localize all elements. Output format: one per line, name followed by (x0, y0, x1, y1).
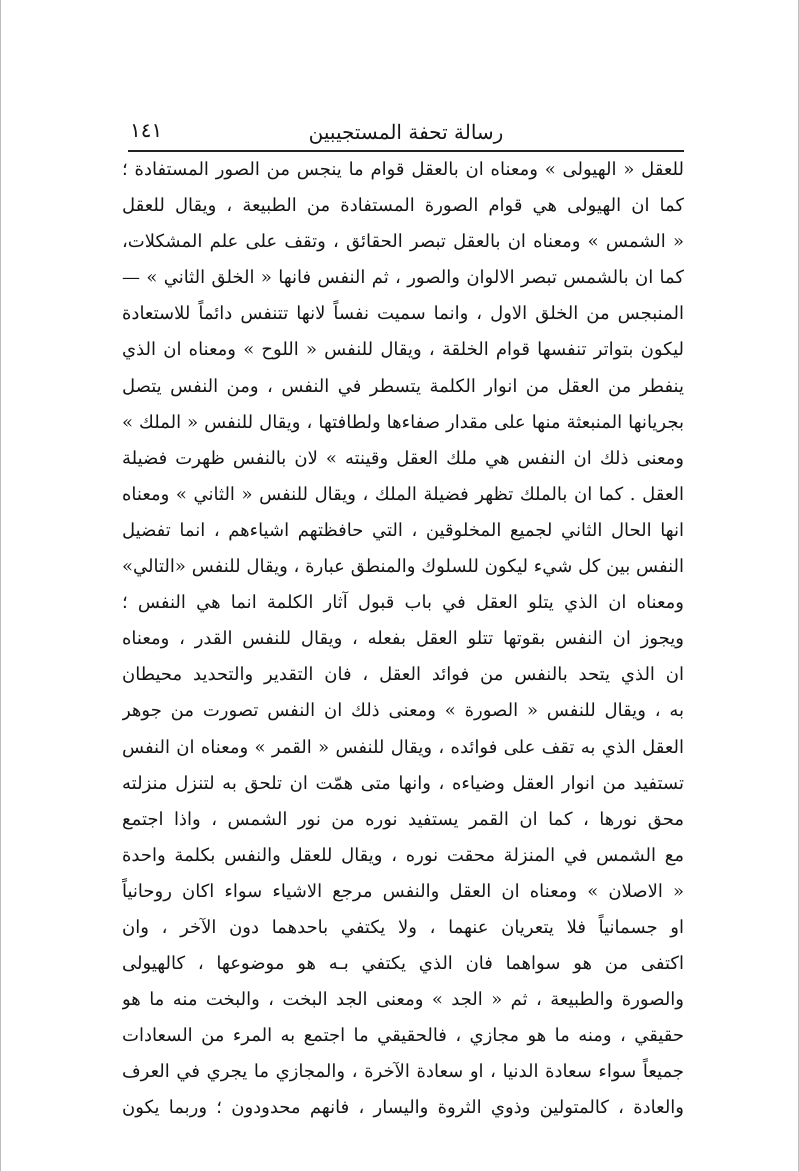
text-line: كما ان بالشمس تبصر الالوان والصور ، ثم النفس فانها « الخلق الثاني » — (122, 267, 684, 289)
running-title: رسالة تحفة المستجيبين (308, 120, 504, 144)
text-line: ومعنى ذلك ان النفس هي ملك العقل وقينته » لان بالنفس ظهرت فضيلة (122, 447, 684, 469)
text-line: جميعاً سواء سعادة الدنيا ، او سعادة الآخرة ، والمجازي ما يجري في العرف (122, 1061, 684, 1083)
text-line: « الاصلان » ومعناه ان العقل والنفس مرجع الاشياء سواء اكان روحانياً (122, 880, 684, 902)
text-line: حقيقي ، ومنه ما هو مجازي ، فالحقيقي ما اجتمع به المرء من السعادات (122, 1025, 684, 1047)
text-line: العقل . كما ان بالملك تظهر فضيلة الملك ، ويقال للنفس « الثاني » ومعناه (122, 483, 684, 505)
text-line: والعادة ، كالمتولين وذوي الثروة واليسار ، فانهم محدودون ؛ وربما يكون (122, 1097, 684, 1119)
text-line: ينفطر من العقل من انوار الكلمة يتسطر في النفس ، ومن النفس يتصل (122, 375, 684, 397)
scan-edge-left (0, 0, 1, 1171)
text-line: مع الشمس في المنزلة محقت نوره ، ويقال للعقل والنفس بكلمة واحدة (122, 844, 684, 866)
text-line: او جسمانياً فلا يتعريان عنهما ، ولا يكتفي باحدهما دون الآخر ، وان (122, 916, 684, 938)
text-line: محق نورها ، كما ان القمر يستفيد نوره من نور الشمس ، واذا اجتمع (122, 808, 684, 830)
text-line: النفس بين كل شيء ليكون للسلوك والمنطق عبارة ، ويقال للنفس «التالي» (122, 556, 684, 578)
text-line: ان الذي يتحد بالنفس من فوائد العقل ، فان التقدير والتحديد محيطان (122, 664, 684, 686)
text-line: ليكون بتواتر تنفسها قوام الخلقة ، ويقال للنفس « اللوح » ومعناه ان الذي (122, 339, 684, 361)
text-line: ويجوز ان النفس بقوتها تتلو العقل بفعله ، ويقال للنفس القدر ، ومعناه (122, 628, 684, 650)
text-line: والصورة والطبيعة ، ثم « الجد » ومعنى الجد البخت ، والبخت منه ما هو (122, 989, 684, 1011)
page-header (128, 116, 684, 152)
text-line: به ، ويقال للنفس « الصورة » ومعنى ذلك ان النفس تصورت من جوهر (122, 700, 684, 722)
text-line: العقل الذي به تقف على فوائده ، ويقال للنفس « القمر » ومعناه ان النفس (122, 736, 684, 758)
text-line: بجريانها المنبعثة منها على مقدار صفاءها ولطافتها ، ويقال للنفس « الملك » (122, 411, 684, 433)
text-line: كما ان الهيولى هي قوام الصورة المستفادة من الطبيعة ، ويقال للعقل (122, 195, 684, 217)
text-line: ومعناه ان الذي يتلو العقل في باب قبول آثار الكلمة انما هي النفس ؛ (122, 592, 684, 614)
page-number: ١٤١ (130, 118, 163, 142)
text-line: انها الحال الثاني لجميع المخلوقين ، التي حافظتهم اشياءهم ، انما تفضيل (122, 519, 684, 541)
text-line: المنبجس من الخلق الاول ، وانما سميت نفساً لانها تتنفس دائماً للاستعادة (122, 303, 684, 325)
text-line: تستفيد من انوار العقل وضياءه ، وانها متى همّت ان تلحق به لتنزل منزلته (122, 772, 684, 794)
text-line: « الشمس » ومعناه ان بالعقل تبصر الحقائق ، وتقف على علم المشكلات، (122, 231, 684, 253)
text-line: اكتفى من هو سواهما فان الذي يكتفي بـه هو موضوعها ، كالهيولى (122, 953, 684, 975)
text-line: للعقل « الهيولى » ومعناه ان بالعقل قوام ما ينجس من الصور المستفادة ؛ (122, 159, 684, 180)
body-text (122, 152, 684, 1127)
